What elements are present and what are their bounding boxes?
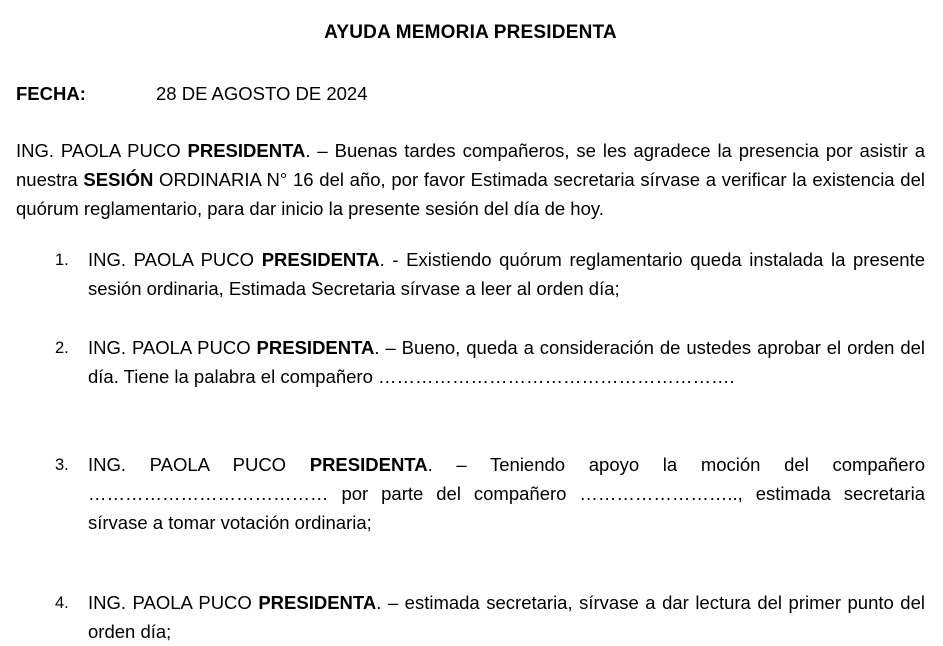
list-item — [16, 245, 925, 303]
list-item-number: 3. — [55, 456, 69, 474]
text-run: . – Bueno, queda a consideración de ustedes aprobar el orden del día. Tiene la palabra el compañero …………………………………………………. — [88, 337, 926, 387]
text-run: ING. PAOLA PUCO — [88, 454, 310, 475]
bold-text-run: SESIÓN — [83, 169, 154, 190]
list-item — [16, 333, 925, 391]
list-item-number: 4. — [55, 594, 69, 612]
text-run: ING. PAOLA PUCO — [16, 140, 188, 161]
text-run: ING. PAOLA PUCO — [88, 592, 259, 613]
list-item-number: 2. — [55, 339, 69, 357]
list-item-text — [88, 592, 925, 642]
list-item-text — [88, 454, 925, 533]
text-run: . – Teniendo apoyo la moción del compañero ………………………………… por parte del compañero …………………….., estimada secretaria sírvase a tomar votación ordinaria; — [88, 454, 926, 533]
text-run: . – estimada secretaria, sírvase a dar lectura del primer punto del orden día; — [88, 592, 925, 642]
fecha-label: FECHA: — [16, 83, 86, 104]
intro-paragraph — [16, 136, 925, 223]
bold-text-run: PRESIDENTA — [261, 249, 380, 270]
list-item-number: 1. — [55, 251, 69, 269]
bold-text-run: PRESIDENTA — [187, 140, 306, 161]
bold-text-run: PRESIDENTA — [309, 454, 428, 475]
bold-text-run: PRESIDENTA — [258, 592, 377, 613]
text-run: ORDINARIA N° 16 del año, por favor Estimada secretaria sírvase a verificar la existencia del quórum reglamentario, para dar inicio la presente sesión del día de hoy. — [16, 169, 925, 219]
list-item-text — [88, 337, 925, 387]
text-run: . – Buenas tardes compañeros, se les agradece la presencia por asistir a nuestra — [16, 140, 926, 190]
list-item-text — [88, 249, 925, 299]
list-item — [16, 588, 925, 646]
bold-text-run: PRESIDENTA — [256, 337, 375, 358]
fecha-value: 28 DE AGOSTO DE 2024 — [156, 83, 368, 104]
agenda-list — [16, 245, 925, 646]
fecha-row — [16, 82, 925, 106]
text-run: ING. PAOLA PUCO — [88, 249, 262, 270]
text-run: ING. PAOLA PUCO — [88, 337, 257, 358]
document-title: AYUDA MEMORIA PRESIDENTA — [324, 22, 617, 43]
text-run: . - Existiendo quórum reglamentario queda instalada la presente sesión ordinaria, Estimada Secretaria sírvase a leer al orden día; — [88, 249, 926, 299]
list-item — [16, 450, 925, 537]
